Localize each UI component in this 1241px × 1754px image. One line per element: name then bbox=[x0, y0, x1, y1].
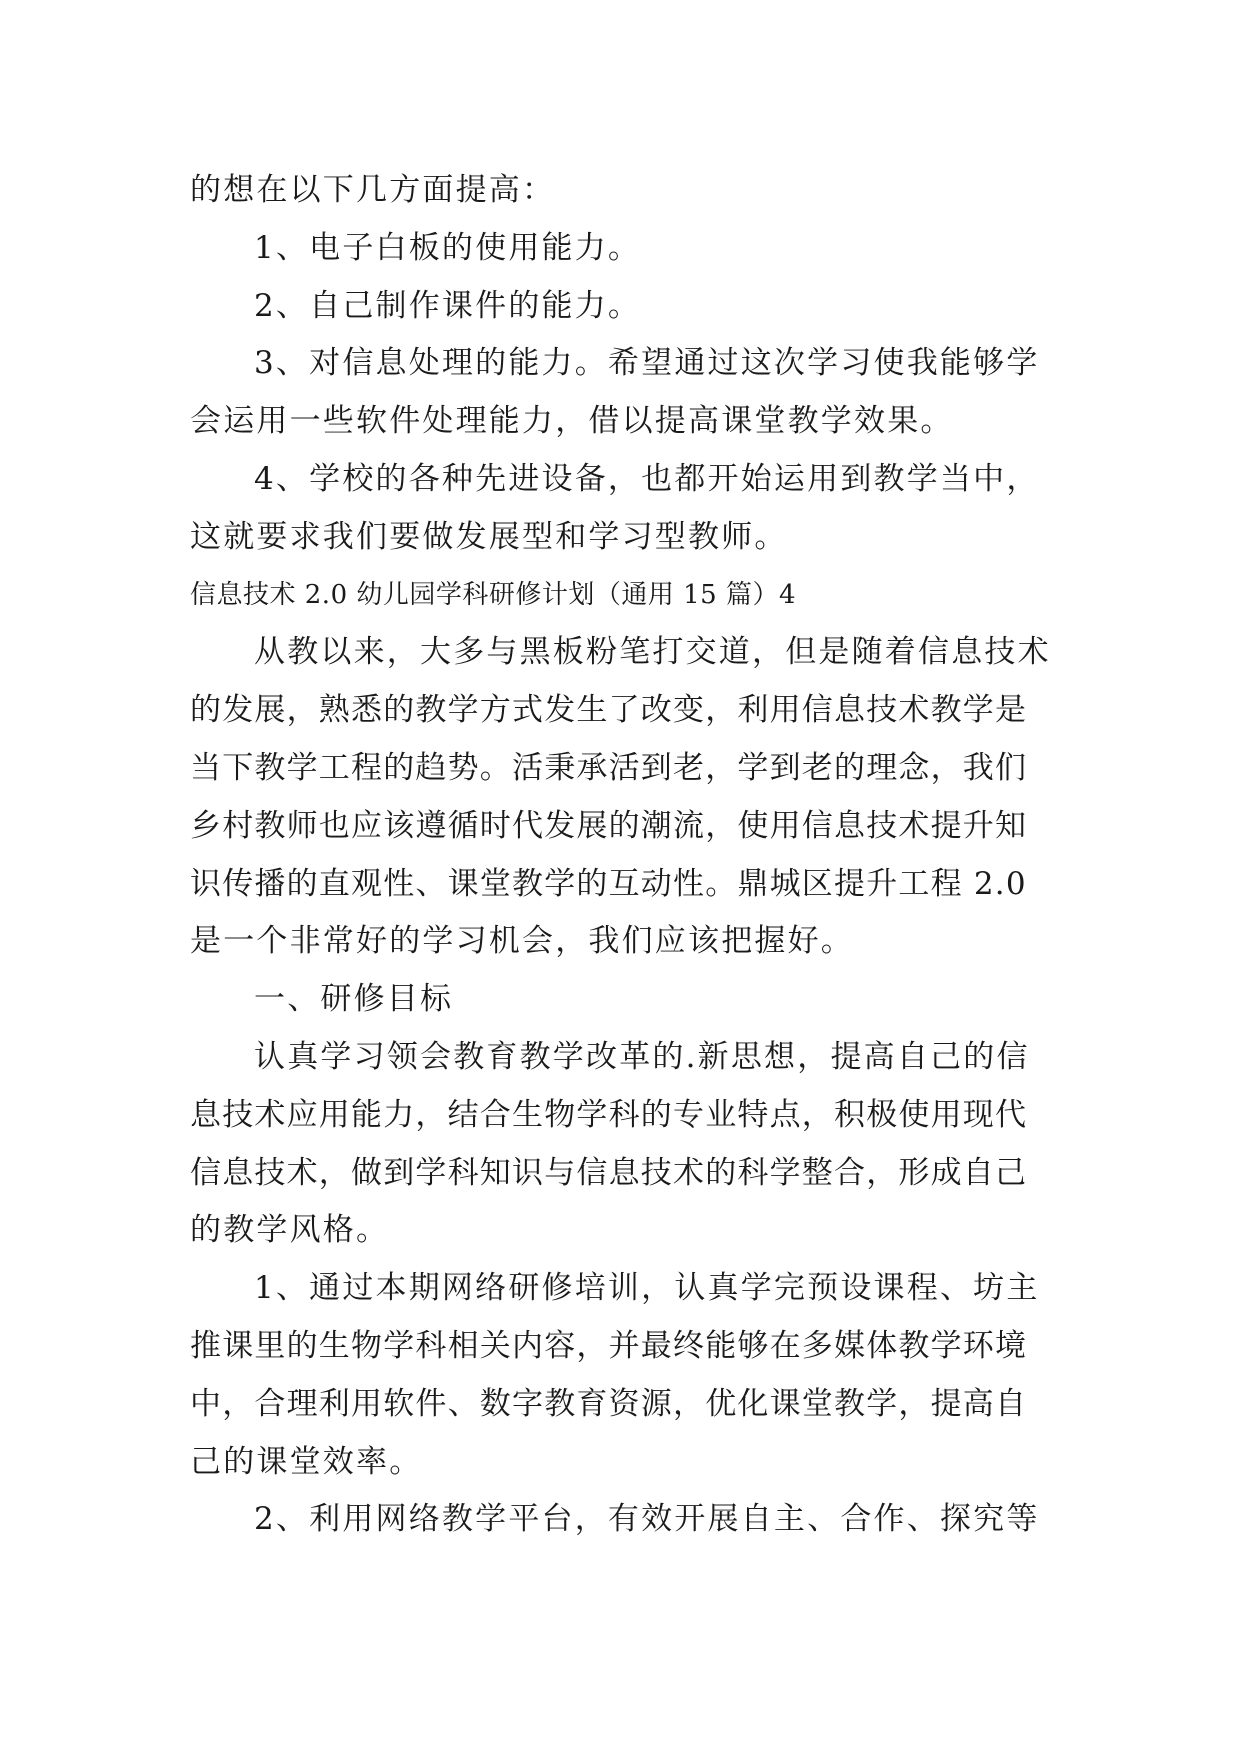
text-line: 2、自己制作课件的能力。 bbox=[254, 287, 642, 324]
text-line: 1、通过本期网络研修培训，认真学完预设课程、坊主 bbox=[254, 1270, 1040, 1307]
text-line: 会运用一些软件处理能力，借以提高课堂教学效果。 bbox=[190, 403, 954, 440]
text-line: 的教学风格。 bbox=[190, 1212, 390, 1249]
text-line: 识传播的直观性、课堂教学的互动性。鼎城区提升工程 2.0 bbox=[190, 865, 1027, 902]
document-body bbox=[190, 162, 1052, 1549]
text-line: 2、利用网络教学平台，有效开展自主、合作、探究等 bbox=[254, 1501, 1040, 1538]
text-line: 的发展，熟悉的教学方式发生了改变，利用信息技术教学是 bbox=[190, 692, 1028, 729]
text-line: 己的课堂效率。 bbox=[190, 1443, 423, 1480]
text-line: 是一个非常好的学习机会，我们应该把握好。 bbox=[190, 923, 854, 960]
text-line: 的想在以下几方面提高： bbox=[190, 172, 556, 208]
text-line: 一、研修目标 bbox=[254, 981, 454, 1018]
text-line: 信息技术，做到学科知识与信息技术的科学整合，形成自己 bbox=[190, 1154, 1028, 1191]
text-line: 当下教学工程的趋势。活秉承活到老，学到老的理念，我们 bbox=[190, 749, 1028, 786]
text-line: 认真学习领会教育教学改革的.新思想，提高自己的信 bbox=[254, 1038, 1030, 1075]
text-line: 息技术应用能力，结合生物学科的专业特点，积极使用现代 bbox=[190, 1096, 1028, 1133]
text-line: 这就要求我们要做发展型和学习型教师。 bbox=[190, 518, 788, 555]
text-line: 4、学校的各种先进设备，也都开始运用到教学当中， bbox=[254, 460, 1040, 497]
section-heading: 信息技术 2.0 幼儿园学科研修计划（通用 15 篇）4 bbox=[190, 579, 797, 610]
text-line: 推课里的生物学科相关内容，并最终能够在多媒体教学环境 bbox=[190, 1327, 1028, 1364]
text-line: 从教以来，大多与黑板粉笔打交道，但是随着信息技术 bbox=[254, 634, 1051, 671]
text-line: 3、对信息处理的能力。希望通过这次学习使我能够学 bbox=[254, 345, 1040, 382]
text-line: 乡村教师也应该遵循时代发展的潮流，使用信息技术提升知 bbox=[190, 807, 1028, 844]
text-line: 1、电子白板的使用能力。 bbox=[254, 229, 642, 266]
text-line: 中，合理利用软件、数字教育资源，优化课堂教学，提高自 bbox=[190, 1385, 1028, 1422]
